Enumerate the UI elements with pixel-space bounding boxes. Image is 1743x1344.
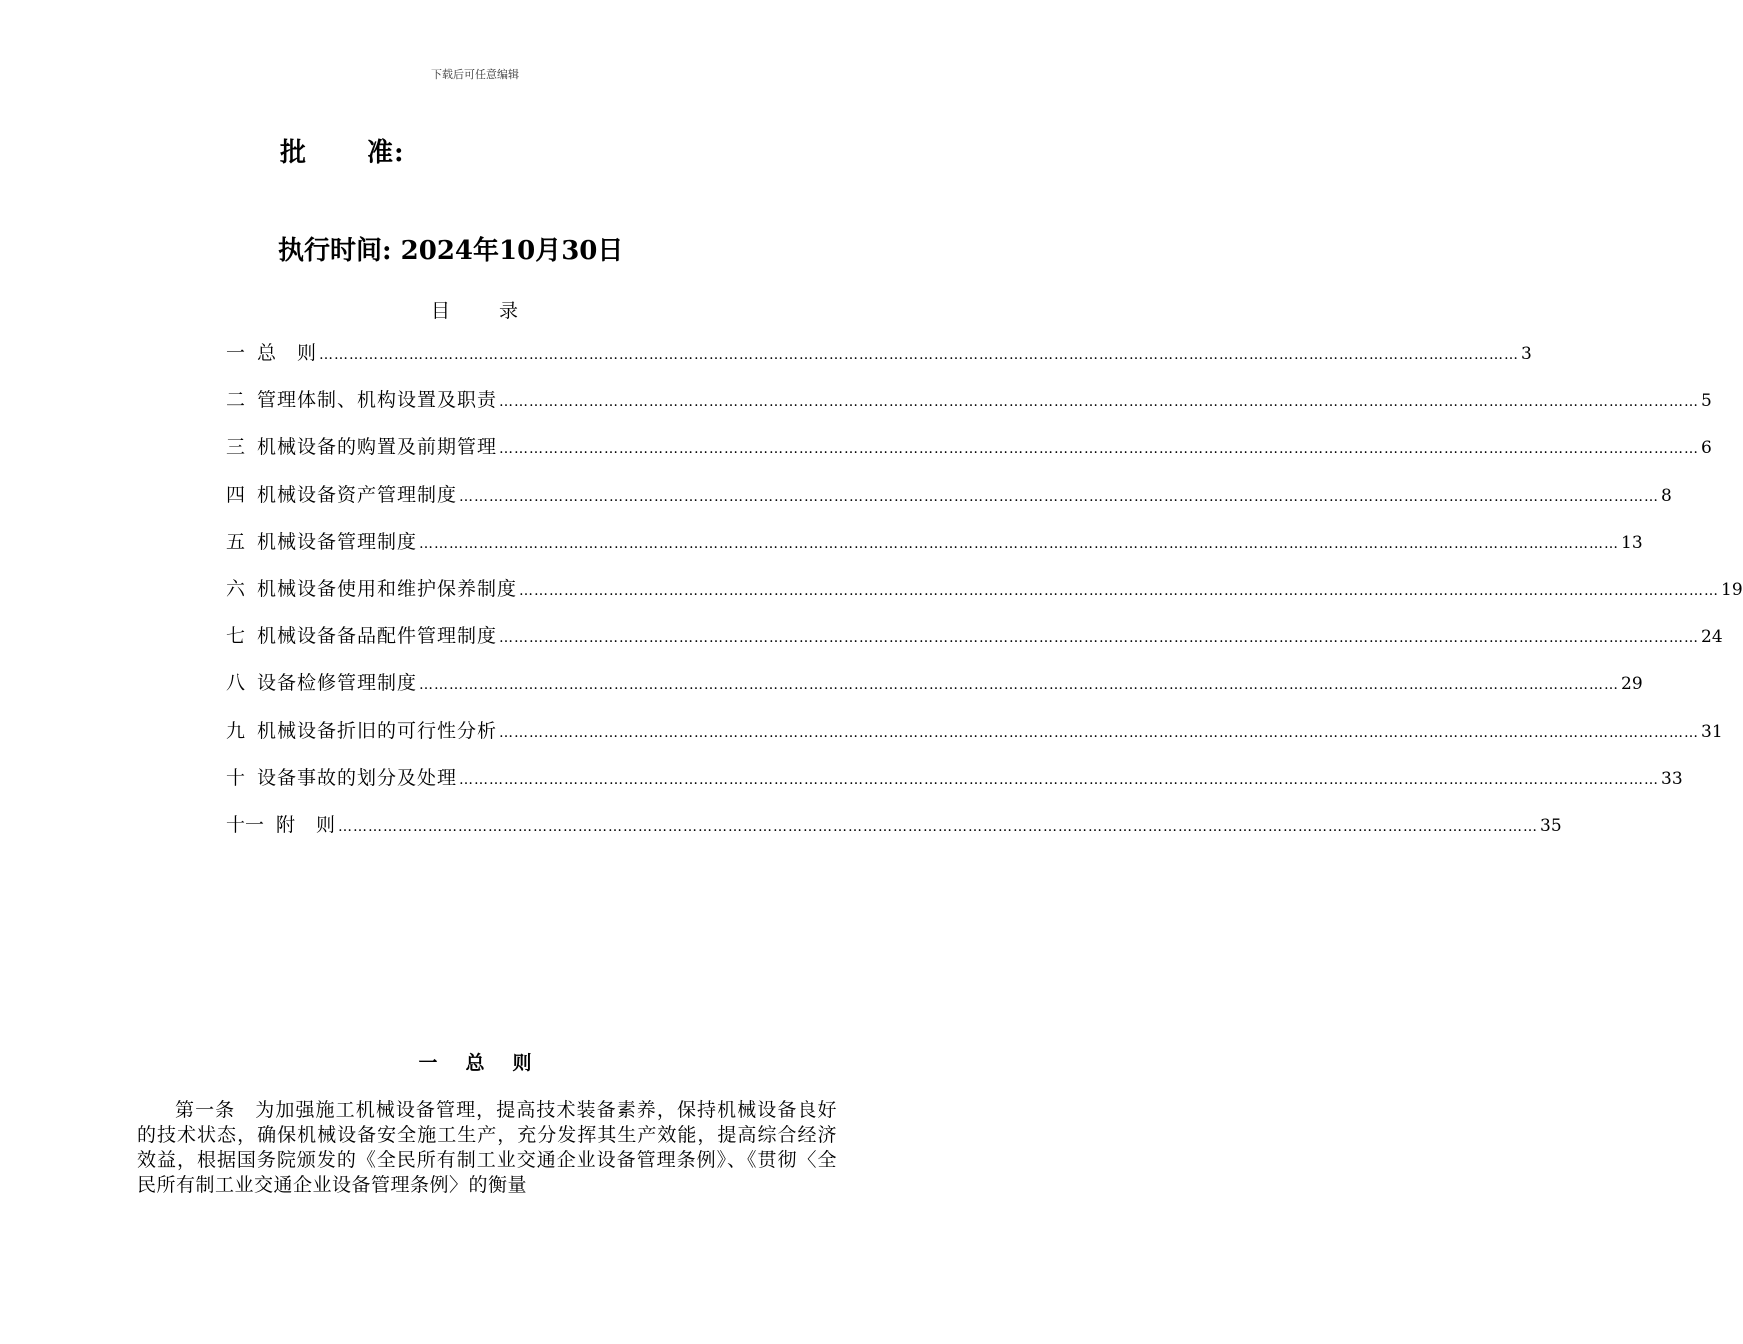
page-header: 下载后可任意编辑 — [431, 68, 519, 81]
toc-leader-dots: …………………………………………………………………………………………………………………………………………………………………………………………………………………… — [419, 535, 1620, 552]
toc-item-page: 6 — [1701, 438, 1712, 459]
toc-item-number: 八 — [226, 672, 246, 695]
section-title-part-2: 则 — [512, 1052, 532, 1074]
toc-leader-dots: …………………………………………………………………………………………………………………………………………………………………………………………………………………… — [499, 394, 1700, 411]
toc-item-title: 总 则 — [257, 342, 318, 364]
toc-item[interactable] — [226, 480, 1672, 527]
toc-item-number: 三 — [226, 436, 246, 459]
toc-title-part-2: 录 — [499, 300, 520, 322]
toc-item[interactable] — [226, 763, 1683, 810]
toc-item[interactable] — [226, 716, 1723, 763]
table-of-contents — [226, 338, 1743, 857]
toc-item-number: 十一 — [226, 813, 265, 836]
toc-item-page: 35 — [1540, 815, 1562, 836]
toc-item-title: 机械设备备品配件管理制度 — [257, 625, 498, 648]
toc-item[interactable] — [226, 527, 1643, 574]
toc-leader-dots: …………………………………………………………………………………………………………………………………………………………………………………………………………………… — [419, 677, 1620, 694]
toc-item-number: 九 — [226, 719, 246, 742]
toc-leader-dots: …………………………………………………………………………………………………………………………………………………………………………………………………………………… — [499, 630, 1700, 647]
toc-leader-dots: …………………………………………………………………………………………………………………………………………………………………………………………………………………… — [499, 441, 1700, 458]
toc-item-title: 机械设备折旧的可行性分析 — [257, 719, 498, 742]
toc-item-page: 31 — [1701, 721, 1723, 742]
toc-item-page: 33 — [1661, 768, 1683, 789]
toc-leader-dots: …………………………………………………………………………………………………………………………………………………………………………………………………………………… — [459, 771, 1660, 788]
toc-item-title: 机械设备管理制度 — [257, 530, 418, 553]
toc-item[interactable] — [226, 338, 1532, 385]
toc-title-part-1: 目 — [430, 300, 451, 322]
section-heading — [0, 1048, 950, 1075]
toc-item-number: 四 — [226, 483, 246, 506]
toc-item-page: 13 — [1621, 532, 1643, 553]
toc-leader-dots: …………………………………………………………………………………………………………………………………………………………………………………………………………………… — [338, 818, 1539, 835]
toc-item-number: 一 — [226, 342, 246, 364]
toc-item-number: 六 — [226, 577, 246, 600]
toc-item[interactable] — [226, 574, 1743, 621]
toc-title — [0, 296, 950, 323]
toc-item[interactable] — [226, 668, 1643, 715]
toc-leader-dots: …………………………………………………………………………………………………………………………………………………………………………………………………………………… — [519, 582, 1720, 599]
toc-item[interactable] — [226, 810, 1562, 857]
toc-item-title: 机械设备的购置及前期管理 — [257, 436, 498, 459]
approval-label-1: 批 — [280, 138, 308, 168]
toc-item-page: 24 — [1701, 627, 1723, 648]
section-title-part-1: 总 — [465, 1052, 485, 1074]
approval-label-2: 准: — [367, 138, 405, 168]
toc-leader-dots: …………………………………………………………………………………………………………………………………………………………………………………………………………………… — [499, 724, 1700, 741]
toc-item-number: 七 — [226, 625, 246, 648]
toc-item-title: 设备检修管理制度 — [257, 672, 418, 695]
article-paragraph: 第一条 为加强施工机械设备管理，提高技术装备素养，保持机械设备良好的技术状态，确保机械设备安全施工生产，充分发挥其生产效能，提高综合经济效益，根据国务院颁发的《全民所有制工业交通企业设备管理条例》、《贯彻〈全民所有制工业交通企业设备管理条例〉的衡量 — [137, 1099, 837, 1196]
toc-item-number: 十 — [226, 766, 246, 789]
execution-date: 执行时间: 2024年10月30日 — [278, 236, 624, 266]
toc-item-title: 机械设备使用和维护保养制度 — [257, 577, 518, 600]
toc-item-page: 5 — [1701, 391, 1712, 412]
toc-item-title: 附 则 — [276, 813, 337, 836]
toc-leader-dots: …………………………………………………………………………………………………………………………………………………………………………………………………………………… — [319, 347, 1520, 363]
toc-item-title: 机械设备资产管理制度 — [257, 483, 458, 506]
toc-item-title: 设备事故的划分及处理 — [257, 766, 458, 789]
toc-item-number: 二 — [226, 389, 246, 412]
toc-item[interactable] — [226, 432, 1712, 479]
toc-item-number: 五 — [226, 530, 246, 553]
toc-item-title: 管理体制、机构设置及职责 — [257, 389, 498, 412]
approval-line — [280, 132, 405, 169]
toc-item-page: 29 — [1621, 674, 1643, 695]
toc-item[interactable] — [226, 621, 1723, 668]
toc-item-page: 3 — [1521, 344, 1532, 364]
toc-item-page: 19 — [1721, 579, 1743, 600]
toc-item[interactable] — [226, 385, 1712, 432]
section-number: 一 — [418, 1052, 438, 1074]
toc-leader-dots: …………………………………………………………………………………………………………………………………………………………………………………………………………………… — [459, 488, 1660, 505]
toc-item-page: 8 — [1661, 485, 1672, 506]
